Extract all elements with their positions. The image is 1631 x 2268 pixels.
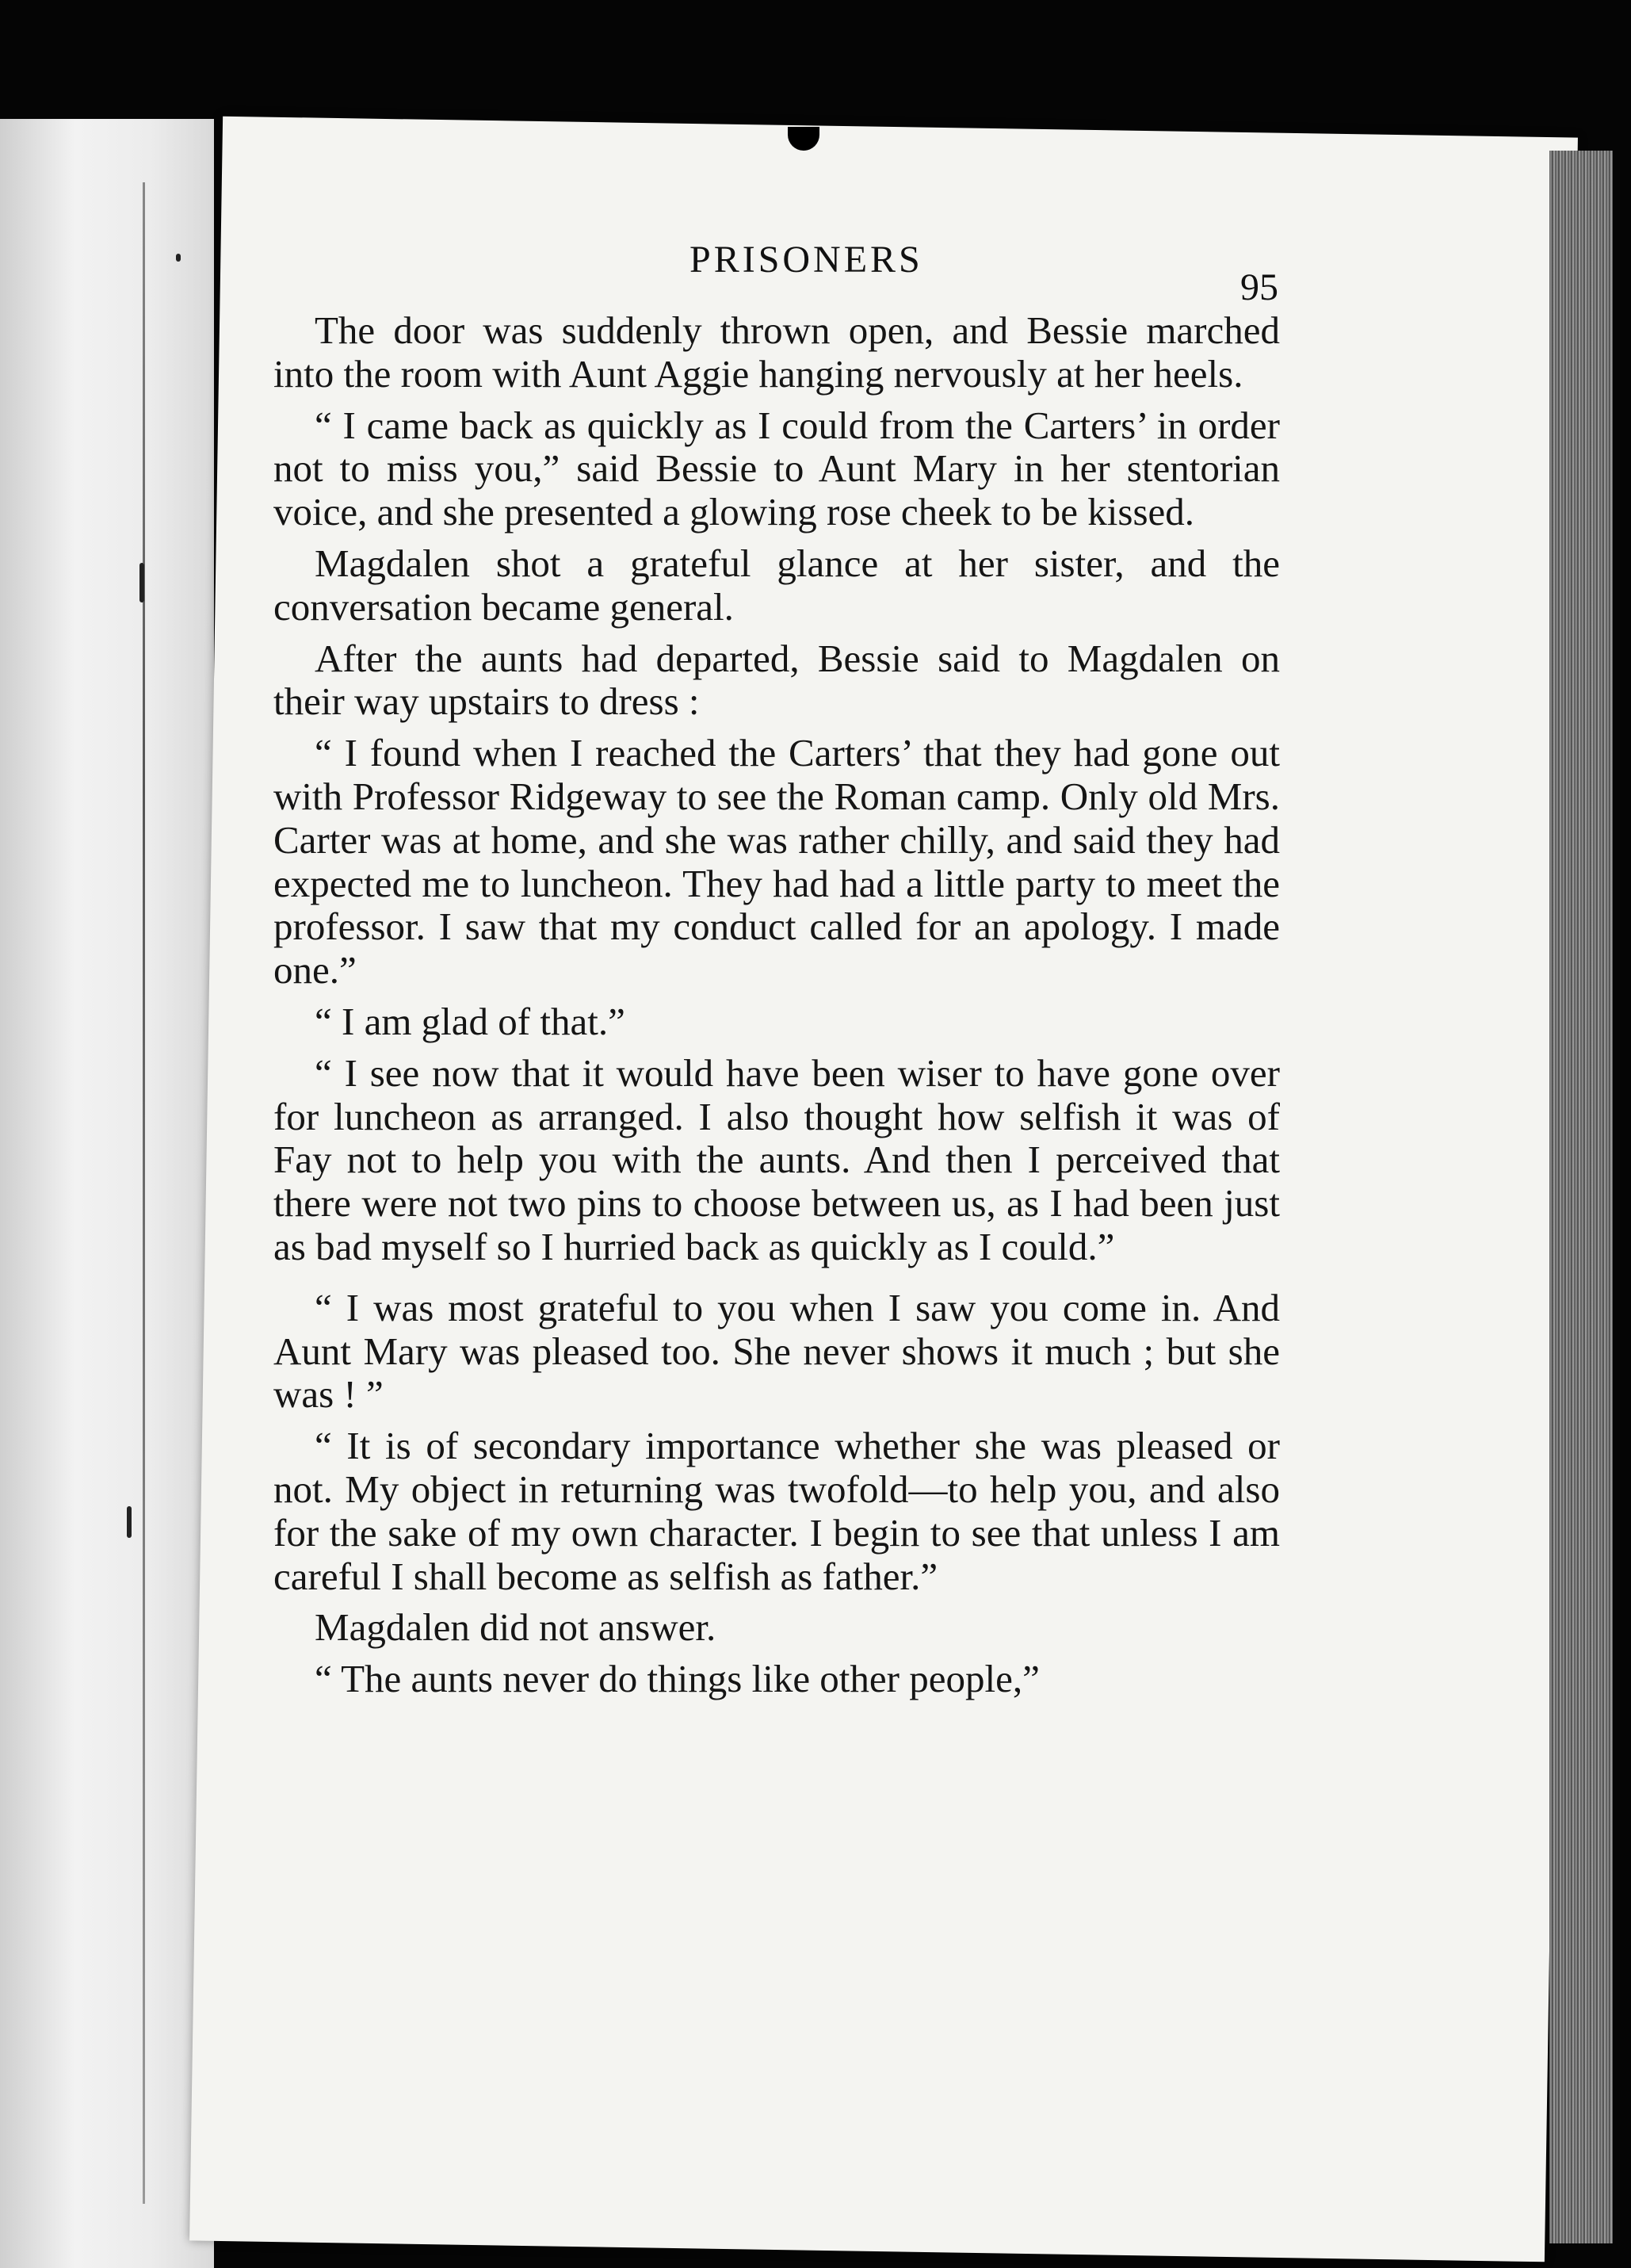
running-head: PRISONERS	[689, 239, 923, 281]
paragraph: “ It is of secondary importance whether she was pleased or not. My object in returning was twofold—to help you, and also for the sake of my own character. I begin to see that unless I am careful I shall become as selfish as father.”	[273, 1424, 1280, 1598]
paragraph: Magdalen did not answer.	[315, 1605, 716, 1650]
paragraph: “ I am glad of that.”	[315, 999, 625, 1043]
facing-page-edge	[0, 119, 214, 2268]
ink-mark	[127, 1506, 132, 1538]
ink-mark	[176, 254, 181, 262]
paragraph: “ I was most grateful to you when I saw you come in. And Aunt Mary was pleased too. She never shows it much ; but she was ! ”	[273, 1285, 1280, 1417]
gutter-line	[143, 182, 145, 2204]
paragraph: “ I found when I reached the Carters’ that they had gone out with Professor Ridgeway to see the Roman camp. Only old Mrs. Carter was at home, and she was rather chilly, and said they had expected me to luncheon. They had had a little party to meet the professor. I saw that my conduct called for an apology. I made one.”	[273, 731, 1280, 992]
paragraph: Magdalen shot a grateful glance at her sister, and the conversation became general.	[273, 541, 1280, 629]
paragraph: “ I see now that it would have been wiser to have gone over for luncheon as arranged. I also thought how selfish it was of Fay not to help you with the aunts. And then I perceived that there were not two pins to choose between us, as I had been just as bad myself so I hurried back as quickly as I could.”	[273, 1050, 1280, 1268]
paragraph: “ The aunts never do things like other people,”	[315, 1657, 1040, 1701]
page-number: 95	[1240, 266, 1278, 308]
page-block-edges	[1549, 151, 1613, 2243]
ink-mark	[139, 563, 144, 602]
paragraph: The door was suddenly thrown open, and Bessie marched into the room with Aunt Aggie hanging nervously at her heels.	[273, 308, 1280, 396]
paragraph: After the aunts had departed, Bessie said to Magdalen on their way upstairs to dress :	[273, 636, 1280, 724]
body-text	[273, 309, 1280, 1709]
paragraph: “ I came back as quickly as I could from the Carters’ in order not to miss you,” said Bessie to Aunt Mary in her stentorian voice, and she presented a glowing rose cheek to be kissed.	[273, 403, 1280, 534]
